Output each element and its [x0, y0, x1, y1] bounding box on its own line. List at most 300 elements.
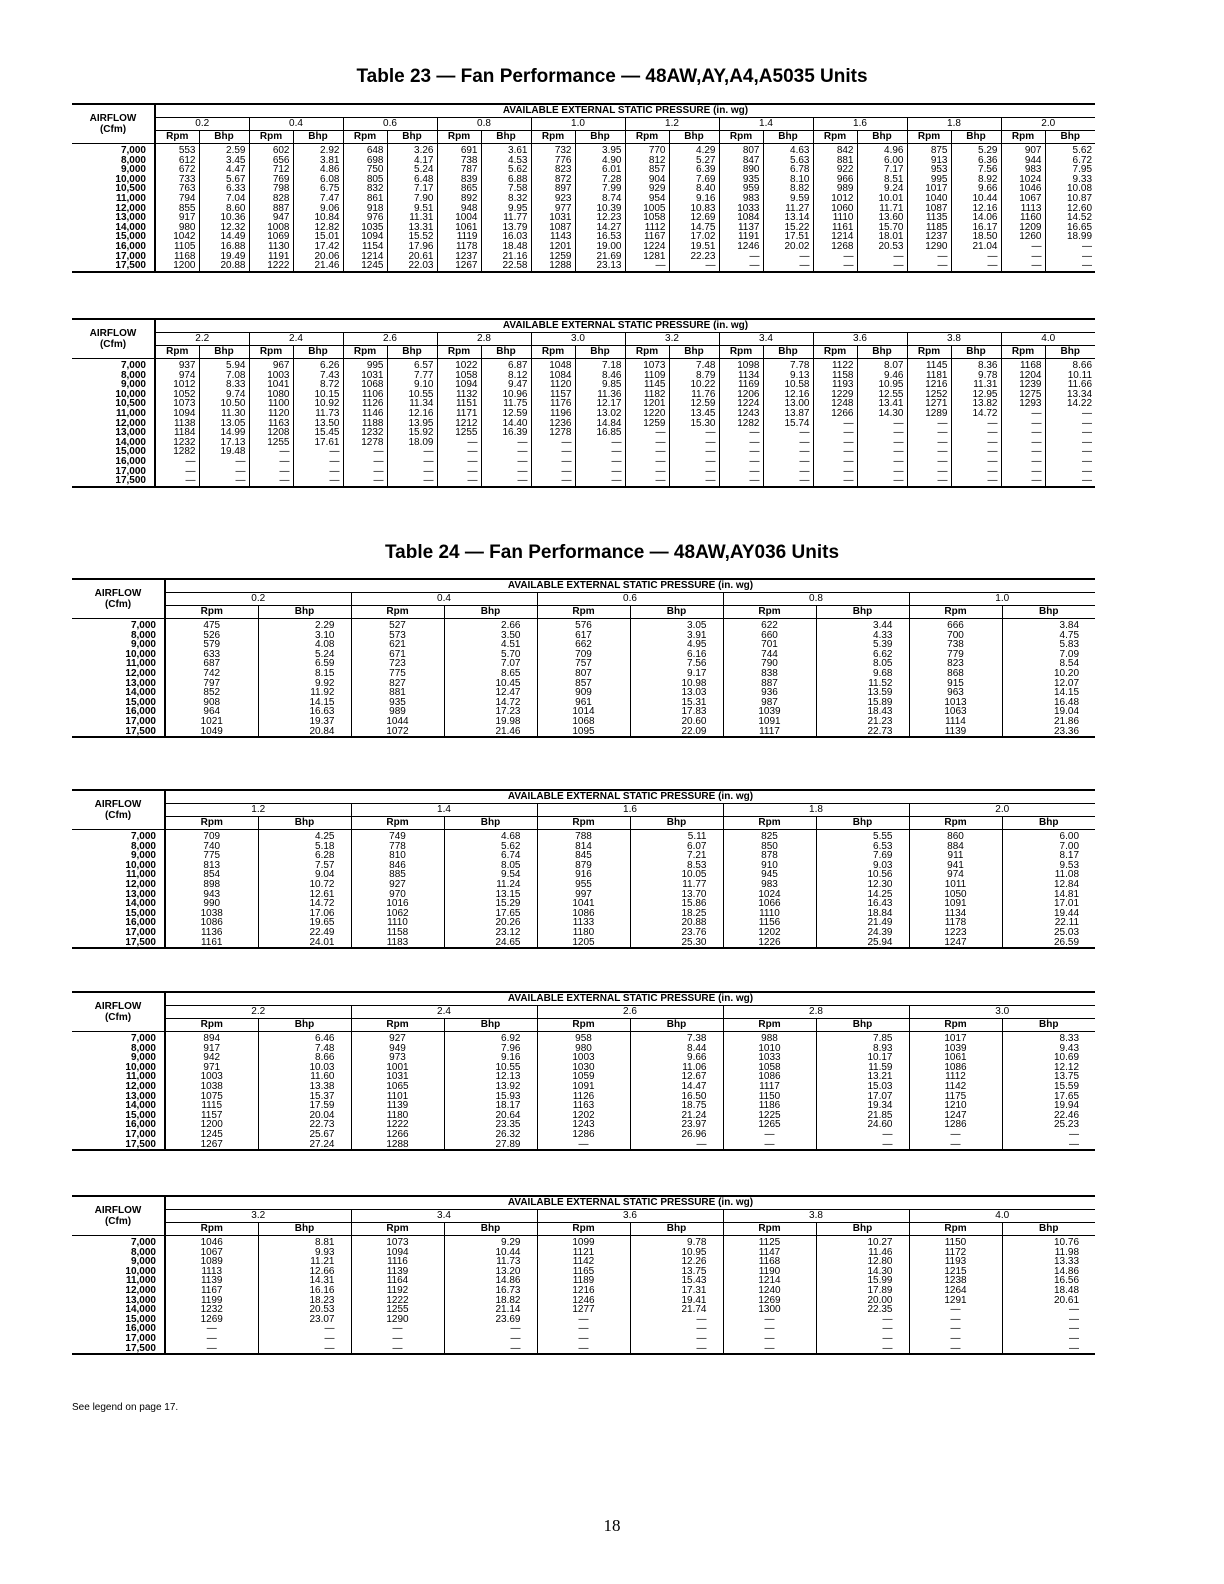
rpm-value: 1122 [813, 359, 857, 371]
bhp-value: 5.29 [951, 144, 1001, 156]
bhp-value: 20.02 [763, 242, 813, 252]
rpm-value: — [249, 457, 293, 467]
rpm-header: Rpm [537, 1019, 630, 1032]
bhp-value: 21.16 [481, 252, 531, 262]
rpm-value: 672 [178, 165, 196, 175]
airflow-header [72, 319, 155, 359]
bhp-value: 14.72 [951, 409, 1001, 419]
pressure-header: 2.2 [155, 333, 249, 346]
rpm-value: — [249, 467, 293, 477]
bhp-value: 15.31 [630, 698, 723, 708]
bhp-value: 6.28 [258, 851, 351, 861]
pressure-header: 0.4 [249, 118, 343, 131]
rpm-value: 875 [907, 144, 951, 156]
rpm-value: 794 [178, 193, 196, 204]
rpm-value: 1212 [437, 419, 481, 429]
bhp-value: — [669, 476, 719, 487]
pressure-header: 3.2 [165, 1210, 351, 1223]
rpm-value: — [723, 1315, 816, 1325]
rpm-header: Rpm [723, 1223, 816, 1236]
bhp-value: — [1045, 409, 1095, 419]
rpm-value: 1059 [537, 1072, 630, 1082]
bhp-value: 21.69 [575, 252, 625, 262]
bhp-header: Bhp [258, 1019, 351, 1032]
rpm-value: 1214 [813, 232, 857, 242]
bhp-value: 14.27 [575, 223, 625, 233]
rpm-value: 1087 [531, 223, 575, 233]
rpm-value: 698 [343, 156, 387, 166]
rpm-value: 1073 [173, 399, 196, 409]
rpm-value: 1184 [173, 428, 196, 438]
rpm-header: Rpm [165, 817, 258, 830]
bhp-value: 12.07 [1002, 679, 1095, 689]
rpm-value: 850 [723, 842, 816, 852]
bhp-value: 18.50 [951, 232, 1001, 242]
rpm-value: 1084 [531, 371, 575, 381]
bhp-value: — [951, 428, 1001, 438]
bhp-value: 13.34 [1045, 390, 1095, 400]
bhp-value: 19.41 [630, 1296, 723, 1306]
rpm-value: 948 [437, 204, 481, 214]
rpm-value: 1237 [907, 232, 951, 242]
bhp-value: 2.29 [258, 619, 351, 631]
bhp-value: 4.29 [669, 144, 719, 156]
airflow-value: 13,000 [72, 428, 155, 438]
bhp-value: 7.99 [575, 184, 625, 194]
table-row [72, 679, 1095, 689]
rpm-header: Rpm [165, 1223, 258, 1236]
rpm-value: 1202 [723, 928, 816, 938]
pressure-header: 0.8 [723, 593, 909, 606]
bhp-value: 9.95 [481, 204, 531, 214]
rpm-value: — [723, 1140, 816, 1151]
rpm-value: — [909, 1324, 1002, 1334]
rpm-value: — [909, 1130, 1002, 1140]
bhp-value: 6.92 [444, 1032, 537, 1044]
rpm-value: 526 [203, 630, 221, 641]
rpm-value: 1086 [909, 1063, 1002, 1073]
airflow-value: 17,500 [72, 1140, 165, 1151]
table-row [72, 650, 1095, 660]
rpm-value: 1232 [173, 437, 196, 448]
bhp-value: 9.66 [630, 1053, 723, 1063]
rpm-value: — [531, 447, 575, 457]
rpm-value: 1290 [907, 242, 951, 252]
rpm-value: 475 [203, 620, 221, 631]
rpm-value: 1113 [201, 1266, 223, 1277]
airflow-value: 11,000 [72, 1276, 165, 1286]
rpm-value: 881 [351, 688, 444, 698]
airflow-value: 11,000 [72, 870, 165, 880]
bhp-value: 5.24 [387, 165, 437, 175]
rpm-header: Rpm [343, 346, 387, 359]
rpm-value: — [719, 428, 763, 438]
bhp-value: 10.55 [444, 1063, 537, 1073]
bhp-header: Bhp [630, 1019, 723, 1032]
rpm-value: 1013 [909, 698, 1002, 708]
rpm-value: 1052 [173, 389, 196, 400]
bhp-value: 14.84 [575, 419, 625, 429]
bhp-value: 26.32 [444, 1130, 537, 1140]
bhp-value: 8.17 [1002, 851, 1095, 861]
bhp-value: 4.08 [258, 640, 351, 650]
rpm-value: 1281 [625, 252, 669, 262]
rpm-header: Rpm [625, 346, 669, 359]
pressure-header: 2.8 [723, 1006, 909, 1019]
bhp-value: 7.69 [669, 175, 719, 185]
bhp-value: 2.92 [293, 144, 343, 156]
rpm-value: 1223 [909, 928, 1002, 938]
rpm-value: 967 [249, 359, 293, 371]
bhp-value: 22.73 [258, 1120, 351, 1130]
rpm-value: 1190 [723, 1267, 816, 1277]
rpm-header: Rpm [155, 346, 199, 359]
airflow-value: 7,000 [72, 1236, 165, 1248]
rpm-value: 1158 [813, 371, 857, 381]
rpm-value: 733 [178, 174, 196, 185]
bhp-value: 16.39 [481, 428, 531, 438]
rpm-value: 732 [531, 144, 575, 156]
bhp-value: 11.73 [293, 409, 343, 419]
bhp-value: 20.26 [444, 918, 537, 928]
table-row [72, 223, 1095, 233]
rpm-value: 1288 [531, 261, 575, 272]
bhp-value: 27.89 [444, 1140, 537, 1151]
rpm-value: 1163 [537, 1101, 630, 1111]
rpm-value: 1139 [351, 1267, 444, 1277]
pressure-header: 0.2 [155, 118, 249, 131]
aesp-header: AVAILABLE EXTERNAL STATIC PRESSURE (in. wg) [155, 104, 1095, 118]
airflow-value: 17,500 [72, 727, 165, 738]
rpm-value: 1180 [537, 928, 630, 938]
bhp-value: 21.46 [444, 727, 537, 738]
bhp-value: — [293, 457, 343, 467]
rpm-value: 1201 [625, 399, 669, 409]
airflow-value: 8,000 [72, 842, 165, 852]
table-row [72, 851, 1095, 861]
bhp-value: 6.08 [293, 175, 343, 185]
pressure-header: 2.8 [437, 333, 531, 346]
bhp-value: 18.09 [387, 438, 437, 448]
bhp-value: 8.15 [258, 669, 351, 679]
bhp-value: 18.23 [258, 1296, 351, 1306]
bhp-value: 16.53 [575, 232, 625, 242]
rpm-value: 1109 [625, 371, 669, 381]
bhp-value: 16.88 [199, 242, 249, 252]
rpm-value: — [437, 457, 481, 467]
rpm-value: 1091 [537, 1082, 630, 1092]
bhp-value: 10.58 [763, 380, 813, 390]
bhp-value: 12.95 [951, 390, 1001, 400]
table-row [72, 640, 1095, 650]
bhp-value: 13.20 [444, 1267, 537, 1277]
bhp-header: Bhp [444, 1019, 537, 1032]
bhp-value: 27.24 [258, 1140, 351, 1151]
bhp-value: 7.56 [951, 165, 1001, 175]
pressure-header: 0.8 [437, 118, 531, 131]
airflow-unit: (Cfm) [99, 124, 127, 135]
rpm-value: 805 [343, 175, 387, 185]
bhp-value: 4.95 [630, 640, 723, 650]
rpm-value: 885 [351, 870, 444, 880]
bhp-value: 9.92 [258, 679, 351, 689]
rpm-header: Rpm [165, 1019, 258, 1032]
bhp-value: — [630, 1334, 723, 1344]
bhp-value: — [763, 467, 813, 477]
bhp-header: Bhp [816, 1223, 909, 1236]
rpm-header: Rpm [723, 1019, 816, 1032]
bhp-value: — [816, 1140, 909, 1151]
page-number: 18 [603, 1516, 621, 1535]
rpm-value: — [909, 1315, 1002, 1325]
rpm-header: Rpm [1001, 131, 1045, 144]
bhp-value: 15.22 [763, 223, 813, 233]
rpm-value: 1238 [909, 1276, 1002, 1286]
rpm-value: 1022 [437, 359, 481, 371]
rpm-value: 1089 [200, 1257, 223, 1267]
bhp-value: 6.00 [1002, 830, 1095, 842]
rpm-value: 621 [351, 640, 444, 650]
airflow-label: AIRFLOW [94, 1205, 142, 1216]
rpm-value: 1035 [343, 223, 387, 233]
bhp-value: 14.86 [444, 1276, 537, 1286]
rpm-value: 907 [1001, 144, 1045, 156]
rpm-value: 1165 [537, 1267, 630, 1277]
rpm-value: 1012 [813, 194, 857, 204]
rpm-value: 1091 [909, 899, 1002, 909]
bhp-value: 14.40 [481, 419, 531, 429]
bhp-value: — [481, 467, 531, 477]
rpm-value: 1142 [537, 1257, 630, 1267]
bhp-value: 19.00 [575, 242, 625, 252]
rpm-value: 775 [203, 851, 221, 861]
table-row [72, 476, 1095, 487]
bhp-value: 12.16 [763, 390, 813, 400]
bhp-value: 7.18 [575, 359, 625, 371]
bhp-value: 17.83 [630, 707, 723, 717]
rpm-value: 1041 [249, 380, 293, 390]
rpm-value: 983 [719, 194, 763, 204]
airflow-value: 14,000 [72, 223, 155, 233]
rpm-value: 1286 [537, 1130, 630, 1140]
rpm-value: 1216 [537, 1286, 630, 1296]
table-row [72, 707, 1095, 717]
bhp-header: Bhp [258, 817, 351, 830]
rpm-value: 1243 [719, 409, 763, 419]
bhp-value: 18.01 [857, 232, 907, 242]
table-row [72, 842, 1095, 852]
bhp-value: 11.75 [481, 399, 531, 409]
rpm-value: 823 [909, 659, 1002, 669]
airflow-value: 10,000 [72, 650, 165, 660]
rpm-value: 823 [531, 165, 575, 175]
bhp-value: — [763, 428, 813, 438]
bhp-value: 5.11 [630, 830, 723, 842]
rpm-value: 648 [343, 144, 387, 156]
rpm-value: — [531, 467, 575, 477]
rpm-value: 1201 [531, 242, 575, 252]
bhp-value: 6.07 [630, 842, 723, 852]
bhp-value: 9.03 [816, 861, 909, 871]
rpm-value: 923 [531, 194, 575, 204]
rpm-value: 1008 [249, 223, 293, 233]
table-row [72, 1072, 1095, 1082]
rpm-value: 1061 [909, 1053, 1002, 1063]
rpm-value: 712 [249, 165, 293, 175]
rpm-value: 612 [178, 155, 196, 166]
table-row [72, 371, 1095, 381]
rpm-value: 1031 [351, 1072, 444, 1082]
rpm-value: 1252 [907, 390, 951, 400]
rpm-value: 884 [909, 842, 1002, 852]
bhp-value: 24.65 [444, 938, 537, 949]
bhp-value: — [951, 252, 1001, 262]
table-row [72, 144, 1095, 156]
table-row [72, 438, 1095, 448]
bhp-value: 6.57 [387, 359, 437, 371]
bhp-value: 19.65 [258, 918, 351, 928]
bhp-value: 12.80 [816, 1257, 909, 1267]
pressure-header: 3.8 [907, 333, 1001, 346]
table-row [72, 880, 1095, 890]
bhp-value: 12.17 [575, 399, 625, 409]
rpm-value: 973 [351, 1053, 444, 1063]
bhp-value: 4.96 [857, 144, 907, 156]
rpm-value: 1214 [723, 1276, 816, 1286]
bhp-value: 15.86 [630, 899, 723, 909]
bhp-value: 4.51 [444, 640, 537, 650]
bhp-value: 22.58 [481, 261, 531, 272]
airflow-value: 15,000 [72, 1111, 165, 1121]
rpm-value: 1066 [723, 899, 816, 909]
bhp-value: 3.05 [630, 619, 723, 631]
bhp-value: 13.75 [630, 1267, 723, 1277]
rpm-value: 576 [537, 619, 630, 631]
rpm-value: — [813, 467, 857, 477]
bhp-value: 12.59 [669, 399, 719, 409]
bhp-value: 14.22 [1045, 399, 1095, 409]
bhp-value: 9.68 [816, 669, 909, 679]
table-row [72, 428, 1095, 438]
rpm-value: 1247 [909, 938, 1002, 949]
bhp-value: 16.56 [1002, 1276, 1095, 1286]
airflow-value: 16,000 [72, 1324, 165, 1334]
bhp-value: — [630, 1344, 723, 1355]
bhp-value: 13.00 [763, 399, 813, 409]
rpm-value: 961 [537, 698, 630, 708]
bhp-value: 7.58 [481, 184, 531, 194]
rpm-value: 1205 [537, 938, 630, 949]
bhp-value: 8.66 [1045, 359, 1095, 371]
rpm-value: 971 [203, 1062, 221, 1073]
rpm-value: 1139 [200, 1276, 223, 1286]
rpm-value: — [531, 457, 575, 467]
bhp-value: 6.48 [387, 175, 437, 185]
rpm-value: 1105 [173, 241, 196, 252]
bhp-value: 6.01 [575, 165, 625, 175]
bhp-value: 16.48 [1002, 698, 1095, 708]
aesp-header: AVAILABLE EXTERNAL STATIC PRESSURE (in. wg) [165, 1196, 1095, 1210]
bhp-value: 23.12 [444, 928, 537, 938]
bhp-value: 10.83 [669, 204, 719, 214]
bhp-value: 9.16 [669, 194, 719, 204]
bhp-header: Bhp [1045, 346, 1095, 359]
table-row [72, 390, 1095, 400]
table-row [72, 727, 1095, 738]
bhp-value: 9.04 [258, 870, 351, 880]
rpm-value: 1240 [723, 1286, 816, 1296]
bhp-value: — [199, 476, 249, 487]
rpm-value: — [1001, 252, 1045, 262]
bhp-header: Bhp [444, 1223, 537, 1236]
rpm-value: 1112 [909, 1072, 1002, 1082]
bhp-value: 12.16 [387, 409, 437, 419]
bhp-value: 13.59 [816, 688, 909, 698]
bhp-value: 8.81 [258, 1236, 351, 1248]
bhp-value: 14.31 [258, 1276, 351, 1286]
rpm-value: — [719, 476, 763, 487]
table24-block-3 [72, 991, 1095, 1151]
bhp-value: — [575, 467, 625, 477]
bhp-value: 22.23 [669, 252, 719, 262]
rpm-value: 1024 [1001, 175, 1045, 185]
bhp-value: 11.21 [258, 1257, 351, 1267]
rpm-value: 770 [625, 144, 669, 156]
bhp-value: 19.49 [199, 252, 249, 262]
bhp-value: 11.46 [816, 1248, 909, 1258]
rpm-value: 1067 [200, 1247, 223, 1258]
bhp-value: 10.69 [1002, 1053, 1095, 1063]
rpm-value: — [909, 1334, 1002, 1344]
rpm-value: 935 [719, 175, 763, 185]
airflow-value: 17,000 [72, 1130, 165, 1140]
bhp-value: 26.96 [630, 1130, 723, 1140]
bhp-value: 7.17 [387, 184, 437, 194]
rpm-value: 1191 [719, 232, 763, 242]
rpm-value: 1267 [437, 261, 481, 272]
airflow-unit: (Cfm) [104, 599, 132, 610]
bhp-value: — [763, 438, 813, 448]
airflow-header [72, 104, 155, 144]
bhp-value: 10.36 [199, 213, 249, 223]
bhp-value: 7.04 [199, 194, 249, 204]
bhp-value: 19.51 [669, 242, 719, 252]
rpm-value: 700 [909, 631, 1002, 641]
bhp-value: 9.78 [951, 371, 1001, 381]
rpm-value: 1181 [907, 371, 951, 381]
bhp-value: — [1002, 1140, 1095, 1151]
rpm-value: 1266 [813, 409, 857, 419]
bhp-value: 13.50 [293, 419, 343, 429]
bhp-value: 21.86 [1002, 717, 1095, 727]
bhp-value: 17.13 [199, 438, 249, 448]
rpm-value: 852 [203, 688, 221, 698]
rpm-value: 1260 [1001, 232, 1045, 242]
bhp-header: Bhp [444, 606, 537, 619]
rpm-value: 944 [1001, 156, 1045, 166]
bhp-value: 8.74 [575, 194, 625, 204]
bhp-value: 13.15 [444, 890, 537, 900]
rpm-value: 790 [723, 659, 816, 669]
bhp-value: 12.32 [199, 223, 249, 233]
rpm-value: 1183 [351, 938, 444, 949]
bhp-value: 7.78 [763, 359, 813, 371]
bhp-value: — [857, 428, 907, 438]
bhp-value: 18.48 [1002, 1286, 1095, 1296]
table24-block-2 [72, 789, 1095, 949]
rpm-value: 1268 [813, 242, 857, 252]
rpm-value: 602 [249, 144, 293, 156]
